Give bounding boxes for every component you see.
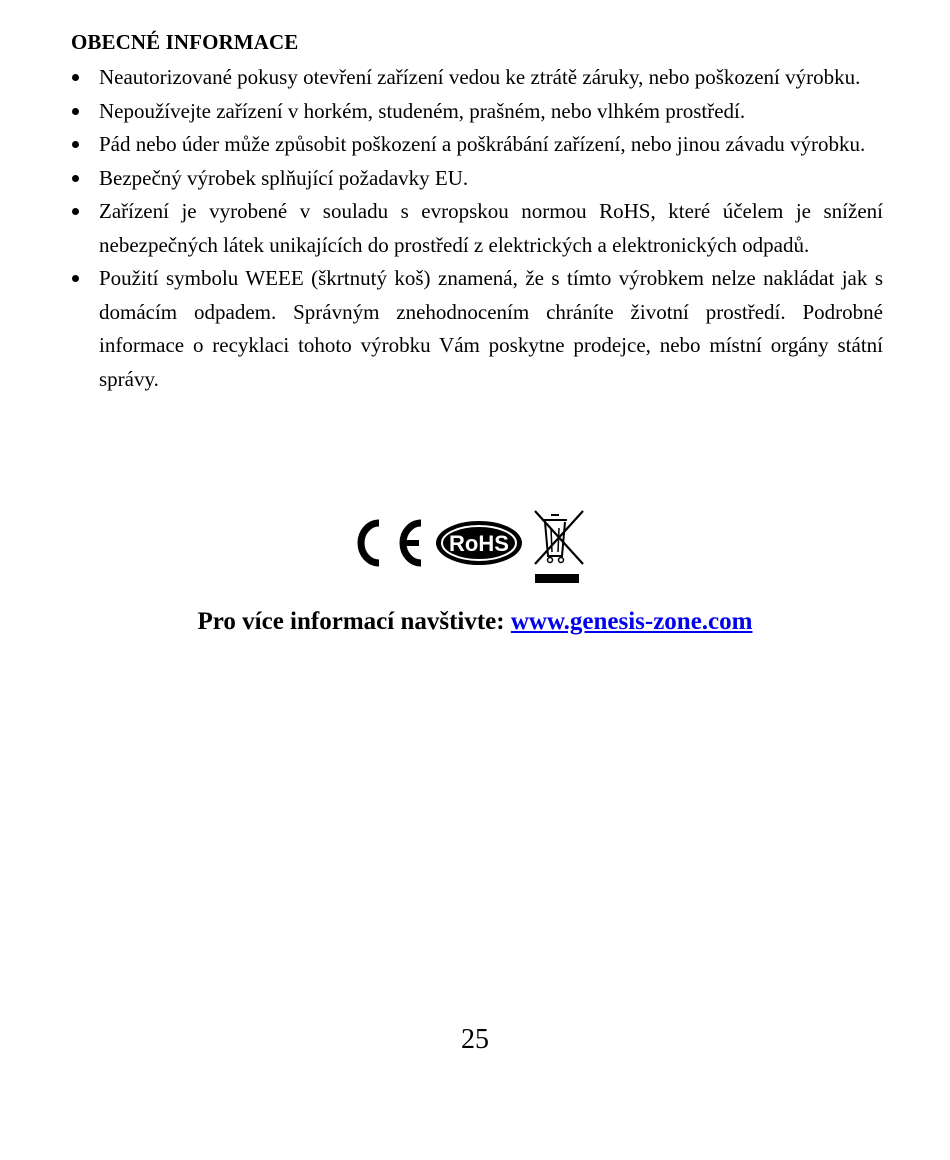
- list-item-text: Pád nebo úder může způsobit poškození a poškrábání zařízení, nebo jinou závadu výrobku.: [99, 132, 866, 156]
- list-item-text: Zařízení je vyrobené v souladu s evropskou normou RoHS, které účelem je snížení nebezpečných látek unikajících do prostředí z elektrických a elektronických odpadů.: [99, 199, 883, 257]
- list-item-text: Neautorizované pokusy otevření zařízení vedou ke ztrátě záruky, nebo poškození výrobku.: [99, 65, 861, 89]
- rohs-label: RoHS: [449, 531, 509, 556]
- list-item: [71, 262, 883, 396]
- list-item-text: Použití symbolu WEEE (škrtnutý koš) znamená, že s tímto výrobkem nelze nakládat jak s domácím odpadem. Správným znehodnocením chráníte životní prostředí. Podrobné informace o recyklaci tohoto výrobku Vám poskytne prodejce, nebo místní orgány státní správy.: [99, 266, 883, 391]
- list-item: [71, 95, 883, 129]
- list-item: [71, 162, 883, 196]
- more-info-label: Pro více informací navštivte:: [197, 608, 505, 635]
- weee-crossed-bin-icon: [535, 511, 583, 583]
- more-info-line: [0, 608, 950, 636]
- info-list: [71, 61, 883, 396]
- section-title: OBECNÉ INFORMACE: [71, 30, 299, 54]
- bullet-icon: [72, 175, 79, 182]
- list-item: [71, 128, 883, 162]
- bullet-icon: [72, 108, 79, 115]
- bullet-icon: [72, 208, 79, 215]
- website-link[interactable]: www.genesis-zone.com: [510, 608, 753, 635]
- rohs-badge: [436, 521, 522, 565]
- list-item-text: Nepoužívejte zařízení v horkém, studeném, prašném, nebo vlhkém prostředí.: [99, 98, 746, 123]
- bullet-icon: [72, 275, 79, 282]
- certification-logos: [355, 506, 595, 588]
- page-number: 25: [461, 1024, 489, 1055]
- list-item: [71, 61, 883, 95]
- list-item-text: Bezpečný výrobek splňující požadavky EU.: [99, 165, 469, 190]
- ce-mark-icon: [361, 523, 421, 563]
- bullet-icon: [72, 141, 79, 148]
- list-item: [71, 195, 883, 262]
- bullet-icon: [72, 74, 79, 81]
